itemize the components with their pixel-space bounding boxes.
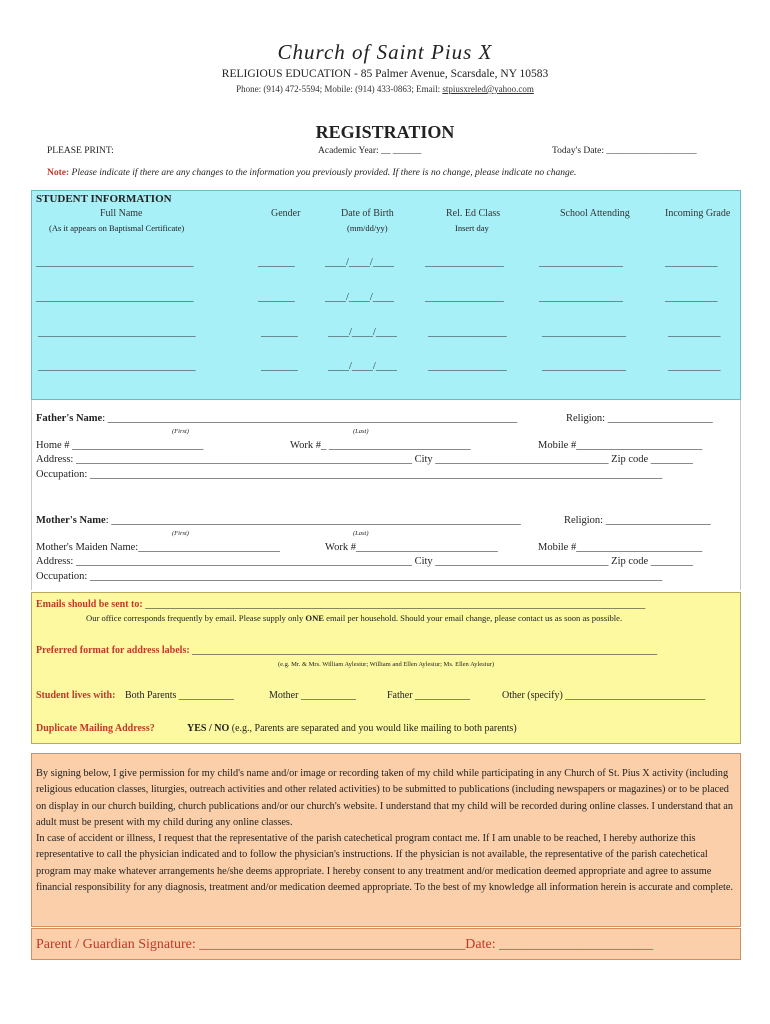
col-rel-ed-sub: Insert day <box>455 223 489 233</box>
mother-maiden-field[interactable]: Mother's Maiden Name:___________________________ <box>36 542 280 553</box>
student-gender-field[interactable]: _______ <box>261 327 298 338</box>
father-name-field[interactable] <box>36 413 552 424</box>
contact-phones: Phone: (914) 472-5594; Mobile: (914) 433-0863; Email: <box>236 84 443 94</box>
father-occupation-field[interactable]: Occupation: _____________________________________________________________________________________________________________ <box>36 469 663 480</box>
father-home-field[interactable]: Home # _________________________ <box>36 440 204 451</box>
mother-first-caption: (First) <box>172 530 189 537</box>
father-work-field[interactable]: Work #_ ___________________________ <box>290 440 471 451</box>
signature-section <box>31 928 741 960</box>
student-school-field[interactable]: ________________ <box>542 361 626 372</box>
student-name-field[interactable]: ______________________________ <box>36 292 194 303</box>
mother-last-caption: (Last) <box>353 530 369 537</box>
mother-religion-field[interactable]: Religion: ____________________ <box>564 515 711 526</box>
student-grade-field[interactable]: __________ <box>668 361 721 372</box>
emails-notice <box>86 613 622 623</box>
emails-notice-one: ONE <box>305 613 325 623</box>
contact-info <box>0 84 770 94</box>
address-labels-example: (e.g. Mr. & Mrs. William Aylesiur; William and Ellen Aylesiur; Ms. Ellen Aylesiur) <box>277 661 495 668</box>
emails-field[interactable] <box>36 599 736 610</box>
father-mobile-field[interactable]: Mobile #________________________ <box>538 440 703 451</box>
consent-paragraph-1: By signing below, I give permission for my child's name and/or image or recording taken of my child while participating in any Church of St. Pius X activity (including religious education classes, liturgies, outreach activities and other related activities) to be submitted to publications (including newspapers or magazines) or to be placed on display in our church building, church publications and/or our church's website. I understand that my child will be recorded during online classes. I understand that an adult must be present with my child during any online classes. <box>36 768 734 828</box>
lives-with-both[interactable]: Both Parents ___________ <box>125 690 234 701</box>
consent-paragraph-2: In case of accident or illness, I request that the representative of the parish catechetical program contact me. If I am unable to be reached, I hereby authorize this representative to call the physician indicated and to follow the physician's instructions. If the physician is not available, the representative of the parish catechetical program may make whatever arrangements he/she deems appropriate. I hereby consent to any treatment and/or medication deemed appropriate and agree to assume financial responsibility for any diagnosis, treatment and/or medication deemed appropriate. To the best of my knowledge all information herein is accurate and complete. <box>36 833 734 894</box>
student-class-field[interactable]: _______________ <box>428 361 507 372</box>
student-name-field[interactable]: ______________________________ <box>38 327 196 338</box>
duplicate-field[interactable] <box>187 723 517 734</box>
address-labels-line: _____________________________________________________________________________________________ <box>189 645 658 656</box>
col-dob: Date of Birth <box>341 208 394 219</box>
page-title: REGISTRATION <box>315 122 455 142</box>
student-class-field[interactable]: _______________ <box>425 257 504 268</box>
contact-preferences-section <box>31 592 741 744</box>
col-dob-sub: (mm/dd/yy) <box>347 223 388 233</box>
student-dob-field[interactable]: ____/____/____ <box>325 257 394 268</box>
consent-section <box>31 753 741 927</box>
note-label: Note: <box>47 168 70 178</box>
student-heading: STUDENT INFORMATION <box>36 193 172 205</box>
mother-address-field[interactable]: Address: ________________________________________________________________ City _________________________________ Zip code ________ <box>36 556 693 567</box>
student-grade-field[interactable]: __________ <box>665 257 718 268</box>
student-grade-field[interactable]: __________ <box>668 327 721 338</box>
student-class-field[interactable]: _______________ <box>425 292 504 303</box>
father-address-field[interactable]: Address: ________________________________________________________________ City _________________________________ Zip code ________ <box>36 454 693 465</box>
lives-with-other[interactable]: Other (specify) ____________________________ <box>502 690 706 701</box>
signature-row <box>36 937 653 953</box>
signature-label: Parent / Guardian Signature: <box>36 937 200 952</box>
col-full-name-sub: (As it appears on Baptismal Certificate) <box>49 223 185 233</box>
mother-work-field[interactable]: Work #___________________________ <box>325 542 498 553</box>
please-print: PLEASE PRINT: <box>47 146 114 156</box>
father-name-label: Father's Name <box>36 413 103 424</box>
mother-name-label: Mother's Name <box>36 515 106 526</box>
father-first-caption: (First) <box>172 428 189 435</box>
col-full-name: Full Name <box>100 208 143 219</box>
lives-with-father[interactable]: Father ___________ <box>387 690 471 701</box>
email-link[interactable]: stpiusxreled@yahoo.com <box>442 84 534 94</box>
emails-label: Emails should be sent to: <box>36 599 143 610</box>
student-dob-field[interactable]: ____/____/____ <box>328 361 397 372</box>
col-rel-ed: Rel. Ed Class <box>446 208 501 219</box>
col-gender: Gender <box>271 208 301 219</box>
father-religion-field[interactable]: Religion: ____________________ <box>566 413 713 424</box>
church-title: Church of Saint Pius X <box>277 40 493 64</box>
emails-notice-post: email per household. Should your email change, please contact us as soon as possible. <box>324 613 623 623</box>
duplicate-yesno: YES / NO <box>187 723 230 734</box>
mother-mobile-field[interactable]: Mobile #________________________ <box>538 542 703 553</box>
student-gender-field[interactable]: _______ <box>258 257 295 268</box>
student-school-field[interactable]: ________________ <box>539 257 623 268</box>
student-information-section <box>31 190 741 400</box>
student-dob-field[interactable]: ____/____/____ <box>328 327 397 338</box>
duplicate-label: Duplicate Mailing Address? <box>36 723 155 734</box>
mother-name-line: : ______________________________________________________________________________ <box>105 515 521 526</box>
emails-line: ____________________________________________________________________________________________________ <box>142 599 646 610</box>
father-last-caption: (Last) <box>353 428 369 435</box>
mother-name-field[interactable] <box>36 515 552 526</box>
academic-year-field[interactable]: Academic Year: __ ______ <box>318 146 422 156</box>
religious-education-address: RELIGIOUS EDUCATION - 85 Palmer Avenue, Scarsdale, NY 10583 <box>221 68 549 80</box>
col-grade: Incoming Grade <box>665 208 731 219</box>
duplicate-text: (e.g., Parents are separated and you would like mailing to both parents) <box>229 723 517 734</box>
student-name-field[interactable]: ______________________________ <box>36 257 194 268</box>
signature-line[interactable]: ______________________________________ <box>199 937 466 952</box>
signature-date-field[interactable]: Date: ______________________ <box>465 937 654 952</box>
student-gender-field[interactable]: _______ <box>258 292 295 303</box>
note <box>47 168 576 178</box>
student-school-field[interactable]: ________________ <box>542 327 626 338</box>
student-school-field[interactable]: ________________ <box>539 292 623 303</box>
student-gender-field[interactable]: _______ <box>261 361 298 372</box>
student-dob-field[interactable]: ____/____/____ <box>325 292 394 303</box>
father-name-line: : ______________________________________________________________________________ <box>102 413 518 424</box>
col-school: School Attending <box>560 208 630 219</box>
address-labels-label: Preferred format for address labels: <box>36 645 190 656</box>
student-class-field[interactable]: _______________ <box>428 327 507 338</box>
lives-with-label: Student lives with: <box>36 690 116 701</box>
student-grade-field[interactable]: __________ <box>665 292 718 303</box>
parents-section <box>31 400 741 590</box>
consent-text <box>36 766 736 896</box>
address-labels-field[interactable] <box>36 645 736 656</box>
emails-notice-pre: Our office corresponds frequently by email. Please supply only <box>86 613 306 623</box>
student-name-field[interactable]: ______________________________ <box>38 361 196 372</box>
todays-date-field[interactable]: Today's Date: ___________________ <box>552 146 697 156</box>
lives-with-mother[interactable]: Mother ___________ <box>269 690 356 701</box>
mother-occupation-field[interactable]: Occupation: _____________________________________________________________________________________________________________ <box>36 571 663 582</box>
note-text: Please indicate if there are any changes to the information you previously provided. If there is no change, please indicate no change. <box>71 168 577 178</box>
